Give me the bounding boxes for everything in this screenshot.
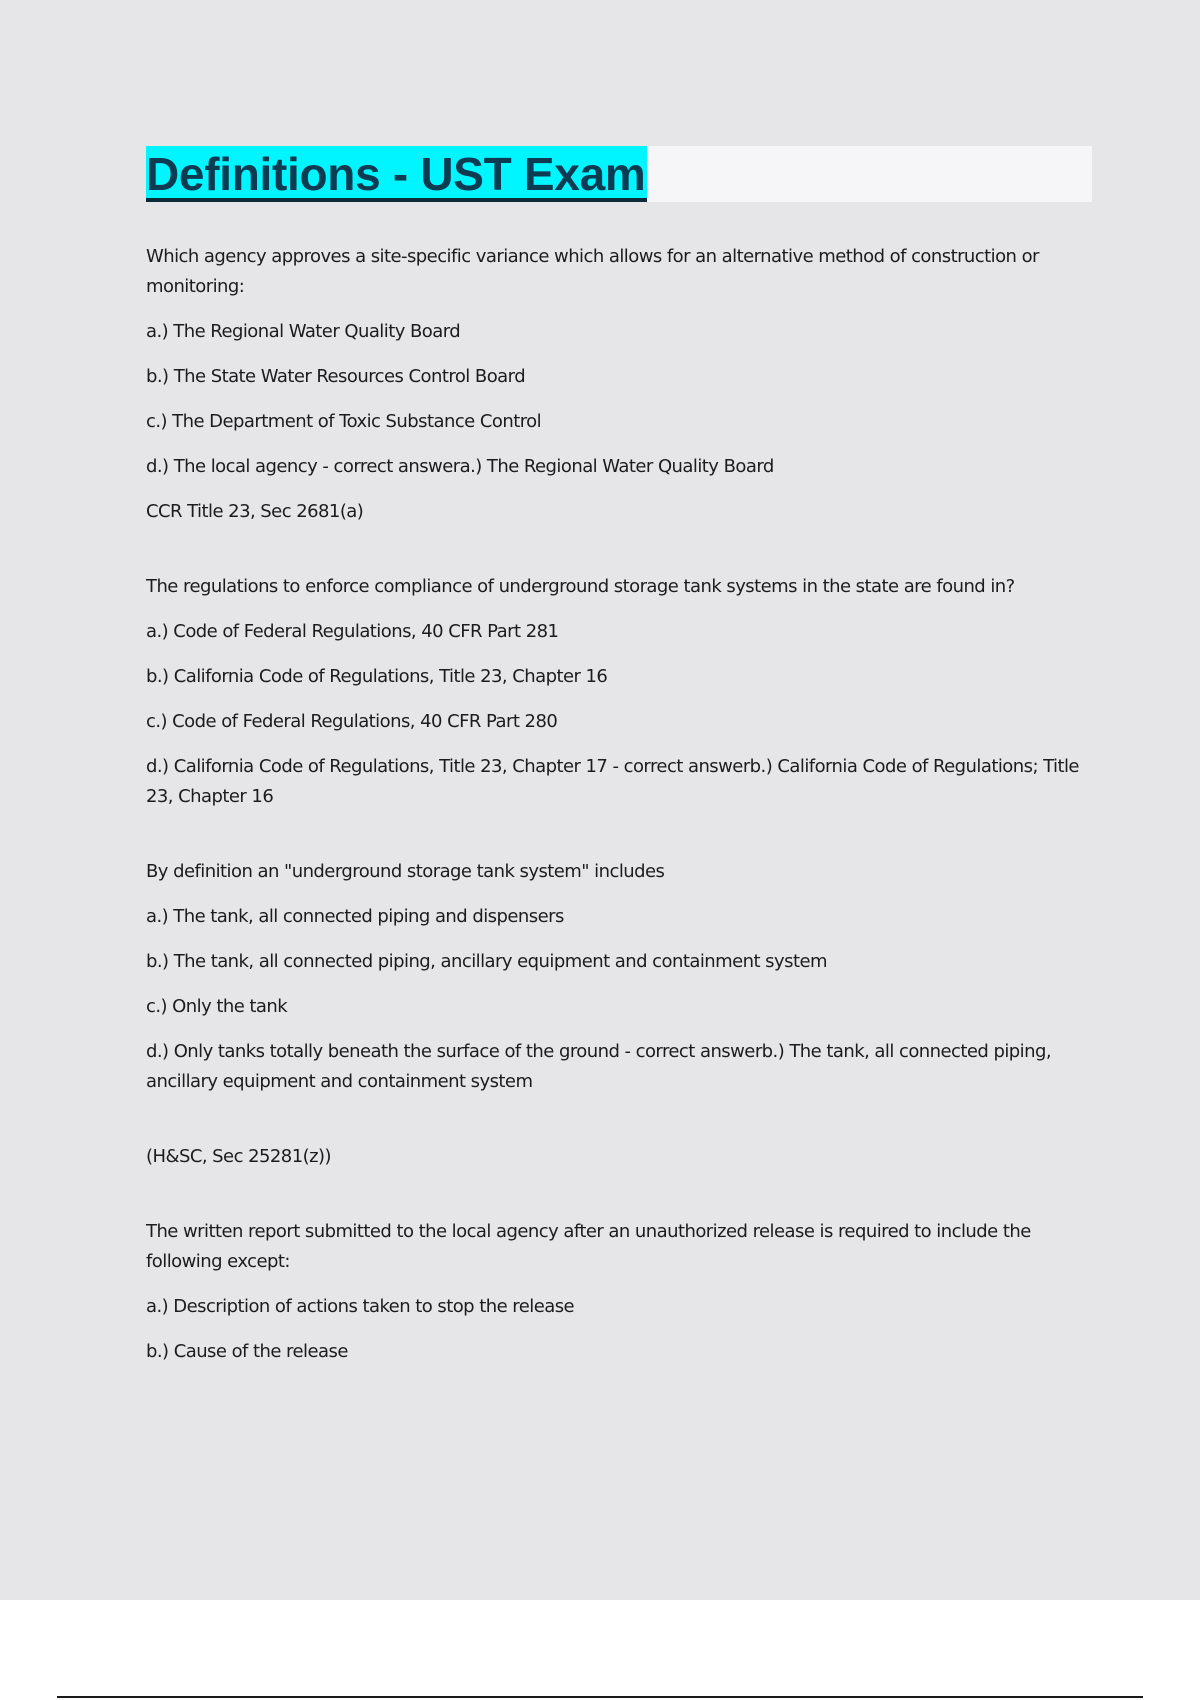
document-content xyxy=(146,146,1092,1382)
question-text: By definition an "underground storage tank system" includes xyxy=(146,861,665,882)
question-text: The written report submitted to the local agency after an unauthorized release is required to include the following except: xyxy=(146,1221,1031,1272)
question-2 xyxy=(146,572,1092,812)
answer-option: d.) The local agency - correct answera.) The Regional Water Quality Board xyxy=(146,456,774,477)
answer-option: b.) The tank, all connected piping, ancillary equipment and containment system xyxy=(146,951,827,972)
question-1 xyxy=(146,242,1092,527)
spacer xyxy=(146,542,1092,572)
spacer xyxy=(146,827,1092,857)
answer-option: b.) The State Water Resources Control Board xyxy=(146,366,526,387)
question-text: The regulations to enforce compliance of underground storage tank systems in the state are found in? xyxy=(146,576,1015,597)
answer-option: a.) Description of actions taken to stop the release xyxy=(146,1296,575,1317)
question-4 xyxy=(146,1217,1092,1367)
question-text: Which agency approves a site-specific variance which allows for an alternative method of construction or monitoring: xyxy=(146,246,1039,297)
answer-option: d.) Only tanks totally beneath the surface of the ground - correct answerb.) The tank, all connected piping, ancillary equipment and containment system xyxy=(146,1041,1052,1092)
spacer xyxy=(146,1187,1092,1217)
question-3 xyxy=(146,857,1092,1172)
answer-option: c.) The Department of Toxic Substance Control xyxy=(146,411,542,432)
answer-option: a.) Code of Federal Regulations, 40 CFR Part 281 xyxy=(146,621,559,642)
answer-option: c.) Code of Federal Regulations, 40 CFR Part 280 xyxy=(146,711,558,732)
answer-option: c.) Only the tank xyxy=(146,996,288,1017)
answer-option: b.) California Code of Regulations, Title 23, Chapter 16 xyxy=(146,666,608,687)
answer-option: a.) The tank, all connected piping and dispensers xyxy=(146,906,564,927)
question-reference: CCR Title 23, Sec 2681(a) xyxy=(146,501,364,522)
footer-divider xyxy=(57,1696,1143,1698)
question-reference: (H&SC, Sec 25281(z)) xyxy=(146,1146,331,1167)
title-band xyxy=(146,146,1092,202)
answer-option: b.) Cause of the release xyxy=(146,1341,348,1362)
answer-option: d.) California Code of Regulations, Title 23, Chapter 17 - correct answerb.) California Code of Regulations; Title 23, Chapter 16 xyxy=(146,756,1079,807)
spacer xyxy=(146,1112,1092,1142)
answer-option: a.) The Regional Water Quality Board xyxy=(146,321,461,342)
page-title: Definitions - UST Exam xyxy=(146,148,646,200)
